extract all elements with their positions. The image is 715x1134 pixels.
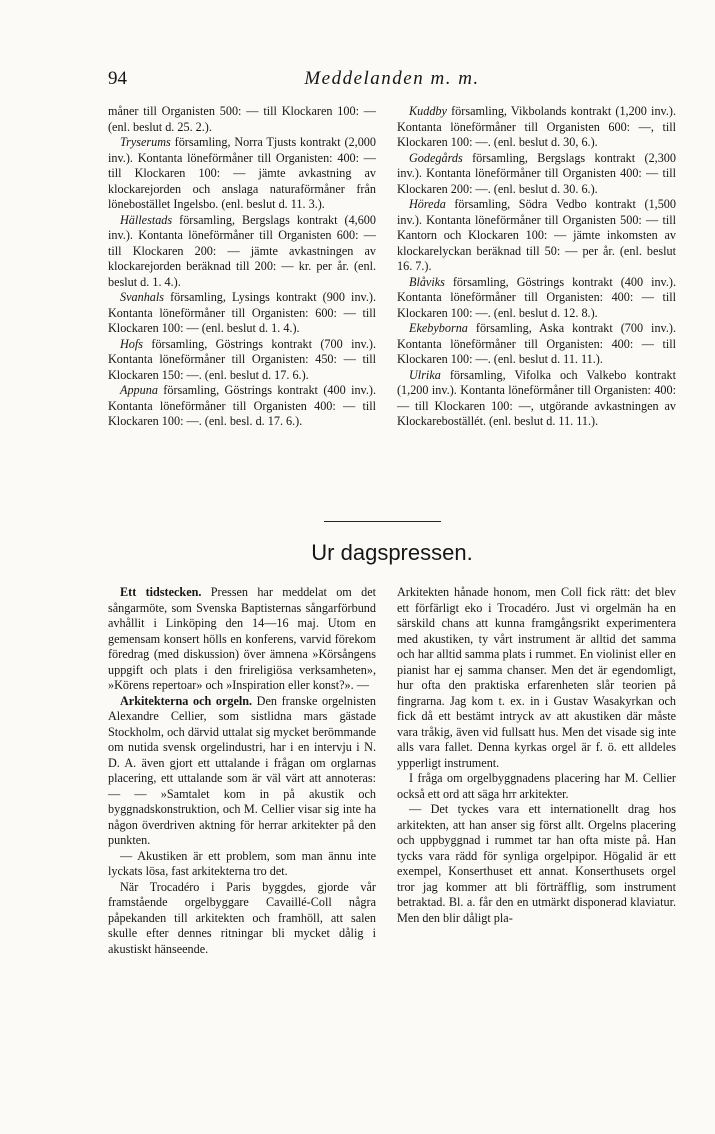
notice-paragraph: Svanhals församling, Lysings kontrakt (900 inv.). Kontanta löneförmåner till Organisten: 600: — till Klockaren 100: — (enl. beslut d. 1. 4.). [108, 290, 376, 335]
notice-paragraph: Ekebyborna församling, Aska kontrakt (700 inv.). Kontanta löneförmåner till Organisten: 400: — till Klockaren 100: —. (enl. beslut d. 11. 11.). [397, 321, 676, 366]
article-paragraph: I fråga om orgelbyggnadens placering har M. Cellier också ett ord att säga hrr arkitekter. [397, 771, 676, 801]
running-title: Meddelanden m. m. [304, 68, 480, 89]
notice-paragraph: Appuna församling, Göstrings kontrakt (400 inv.). Kontanta löneförmåner till Organisten 400: — till Klockaren 100: —. (enl. besl. d. 17. 6.). [108, 383, 376, 428]
article-paragraph: — Det tyckes vara ett internationellt drag hos arkitekten, att han anser sig först allt. Orgelns placering och uppbyggnad i rummet tar han ofta miste på. Han tycks vara rädd för synliga orgelpipor. Högalid är ett exempel, Konserthuset ett annat. Konserthusets orgel tror jag kommer att bli förträfflig, som instrument betraktad. Bl. a. får den en utmärkt disponerad klaviatur. Men den blir dåligt pla- [397, 802, 676, 925]
notice-paragraph: Ulrika församling, Vifolka och Valkebo kontrakt (1,200 inv.). Kontanta löneförmåner till Organisten: 400: — till Klockaren 100: —, utgörande avkastningen av Klockareboställét. (enl. beslut d. 11. 11.). [397, 367, 676, 428]
notice-paragraph: Höreda församling, Södra Vedbo kontrakt (1,500 inv.). Kontanta löneförmåner till Organisten 500: — till Kantorn och Klockaren 100: — jämte inkomsten av klockarelyckan beräknad till 50: — per år. (enl. beslut 16. 7.). [397, 197, 676, 273]
right-column-notices [397, 104, 676, 430]
article-paragraph: — Akustiken är ett problem, som man ännu inte lyckats lösa, fast arkitekterna tro det. [108, 848, 376, 878]
notice-paragraph: Hällestads församling, Bergslags kontrakt (4,600 inv.). Kontanta löneförmåner till Organisten 600: — till Klockaren 200: — jämte avkastningen av klockarejorden beräknad till 200: — kr. per år. (enl. beslut d. 1. 4.). [108, 212, 376, 289]
notice-paragraph: måner till Organisten 500: — till Klockaren 100: — (enl. beslut d. 25. 2.). [108, 104, 376, 134]
article-paragraph: Arkitekterna och orgeln. Den franske orgelnisten Alexandre Cellier, som sistlidna mars gästade Stockholm, och därvid uttalat sig mycket berömmande om nutida svensk orgelindustri, har i en intervju i N. D. A. även gjort ett uttalande i frågan om orglarnas placering, ett uttalande som är väl värt att annoteras: — — »Samtalet kom in på akustik och byggnadskonstruktion, och M. Cellier visar sig inte ha någon överdriven aktning för herrar arkitekter på den punkten. [108, 693, 376, 847]
left-column-article [108, 585, 376, 957]
notice-paragraph: Kuddby församling, Vikbolands kontrakt (1,200 inv.). Kontanta löneförmåner till Organisten 600: —, till Klockaren 100: —. (enl. beslut d. 30, 6.). [397, 104, 676, 149]
page-header [108, 68, 676, 94]
right-column-article [397, 585, 676, 926]
section-divider [324, 521, 441, 522]
notice-paragraph: Hofs församling, Göstrings kontrakt (700 inv.). Kontanta löneförmåner till Organisten: 450: — till Klockaren 150: —. (enl. beslut d. 17. 6.). [108, 336, 376, 382]
notice-paragraph: Tryserums församling, Norra Tjusts kontrakt (2,000 inv.). Kontanta löneförmåner till Organisten: 400: — till Klockaren 100: — jämte avkastning av klockarejorden och anslaga naturaförmåner från lönebostället Ingelsbo. (enl. beslut d. 11. 3.). [108, 135, 376, 211]
notice-paragraph: Godegårds församling, Bergslags kontrakt (2,300 inv.). Kontanta löneförmåner till Organisten 400: — till Klockaren 200: —. (enl. beslut d. 30. 6.). [397, 150, 676, 196]
page-number: 94 [108, 68, 127, 89]
article-paragraph: När Trocadéro i Paris byggdes, gjorde vår framstående orgelbyggare Cavaillé-Coll några påpekanden till arkitekten och framhöll, att salen skulle efter dennes ritningar bli mycket dålig i akustiskt hänseende. [108, 879, 376, 956]
notice-paragraph: Blåviks församling, Göstrings kontrakt (400 inv.). Kontanta löneförmåner till Organisten: 400: — till Klockaren 100: —. (enl. beslut d. 12. 8.). [397, 274, 676, 320]
article-paragraph: Ett tidstecken. Pressen har meddelat om det sångarmöte, som Svenska Baptisternas sångarförbund avhållit i Linköping den 14—16 maj. Utom en gemensam konsert hölls en konferens, varvid förekom föredrag (med diskussion) över ämnena »Körsångens uppgift och plats i den frireligiösa verksamheten», »Körens repertoar» och »Inspiration eller konst?». — [108, 585, 376, 692]
left-column-notices [108, 104, 376, 430]
section-heading: Ur dagspressen. [311, 540, 473, 565]
article-paragraph: Arkitekten hånade honom, men Coll fick rätt: det blev ett förfärligt eko i Trocadéro. Just vi orgelmän ha en särskild chans att kunna framgångsrikt experimentera med akustiken, ty vårt instrument är alltid det samma och har alltid samma plats i rummet. En violinist eller en pianist har ej samma chanser. Men det är egendomligt, hur ofta den praktiska erfarenheten slår teorien på fingrarna. Jag kom t. ex. in i Gustav Wasakyrkan och fick då ett bestämt intryck av att akustiken där måste vara tråkig, även vid fullsatt hus. Men det visade sig inte alls vara fallet. Denna kyrkas orgel är f. ö. ett alldeles ypperligt instrument. [397, 585, 676, 770]
